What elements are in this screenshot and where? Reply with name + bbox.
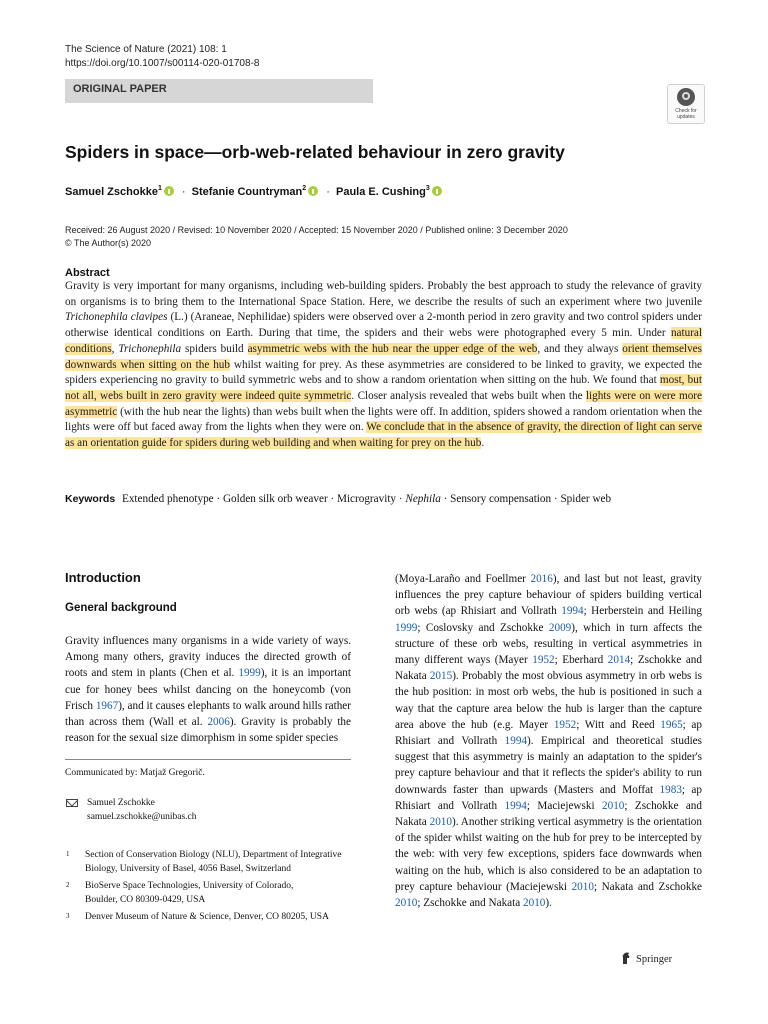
- citation-link[interactable]: 2016: [530, 573, 553, 585]
- citation-link[interactable]: 1965: [660, 718, 683, 731]
- citation-link[interactable]: 1994: [504, 799, 527, 812]
- footnote-divider: [65, 759, 351, 760]
- citation-link[interactable]: 2006: [207, 716, 230, 729]
- publication-dates: [65, 224, 568, 250]
- author-separator: ·: [181, 186, 186, 198]
- author-affiliation-mark: 3: [425, 185, 430, 192]
- citation-link[interactable]: 2014: [607, 654, 631, 667]
- general-background-heading: General background: [65, 602, 177, 614]
- author-name[interactable]: Stefanie Countryman: [191, 186, 303, 198]
- highlight: most, but not all, webs built in zero gravity were indeed quite symmetric: [65, 374, 702, 402]
- author-name[interactable]: Samuel Zschokke: [65, 186, 158, 198]
- abstract-body: Gravity is very important for many organisms, including web-building spiders. Probably the best approach to study the relevance of gravity on organisms is to bring them to the International Space Station. Here, we describe the results of such an experiment where two juvenile Trichonephila clavipes (L.) (Araneae, Nephilidae) spiders were observed over a 2-month period in zero gravity and two control spiders under otherwise identical conditions on Earth. During that time, the spiders and their webs were photographed every 5 min. Under natural conditions, Trichonephila spiders build asymmetric webs with the hub near the upper edge of the web, and they always orient themselves downwards when sitting on the hub whilst waiting for prey. As these asymmetries are considered to be linked to gravity, we expected the spiders experiencing no gravity to build symmetric webs and to show a random orientation when sitting on the hub. We found that most, but not all, webs built in zero gravity were indeed quite symmetric. Closer analysis revealed that webs built when the lights were on were more asymmetric (with the hub near the lights) than webs built when the lights were off. In addition, spiders showed a random orientation when the lights were off but faced away from the lights when they were on. We conclude that in the absence of gravity, the direction of light can serve as an orientation guide for spiders during web building and when waiting for prey on the hub.: [65, 280, 703, 450]
- affiliation: Denver Museum of Nature & Science, Denver, CO 80205, USA: [85, 912, 329, 922]
- highlight: orient themselves downwards when sitting on the hub: [65, 342, 703, 371]
- citation-link[interactable]: 1952: [532, 654, 555, 667]
- highlight: We conclude that in the absence of gravity, the direction of light can serve as an orientation guide for spiders during web building and when waiting for prey on the hub: [65, 421, 703, 450]
- keyword: Microgravity: [337, 493, 397, 505]
- section-label-bar: [65, 79, 373, 103]
- citation-link[interactable]: 1994: [504, 735, 528, 748]
- history-dates: Received: 26 August 2020 / Revised: 10 November 2020 / Accepted: 15 November 2020 / Published online: 3 December 2020: [65, 225, 568, 235]
- corresponding-name: Samuel Zschokke: [87, 798, 155, 808]
- keyword: Golden silk orb weaver: [222, 493, 328, 505]
- author-affiliation-mark: 1: [157, 185, 162, 192]
- keywords-label: Keywords: [65, 493, 116, 505]
- publisher-logo: [620, 951, 672, 965]
- orcid-icon[interactable]: [164, 186, 174, 196]
- communicated-by: Communicated by: Matjaž Gregorič.: [65, 768, 205, 778]
- author-affiliation-mark: 2: [302, 185, 307, 192]
- check-for-updates-badge[interactable]: Check for updates: [667, 84, 705, 124]
- citation-link[interactable]: 1999: [238, 667, 261, 680]
- introduction-right-column: (Moya-Laraño and Foellmer 2016), and last but not least, gravity influences the prey capture behaviour of spiders building vertical orb webs (ap Rhisiart and Vollrath 1994; Herberstein and Heiling 1999; Coslovsky and Zschokke 2009), which in turn affects the structure of these orb webs, resulting in vertical asymmetries in many different ways (Mayer 1952; Eberhard 2014; Zschokke and Nakata 2015). Probably the most obvious asymmetry in orb webs is the hub position: in most orb webs, the hub is positioned in such a way that the capture area below the hub is larger than the capture area above the hub (e.g. Mayer 1952; Witt and Reed 1965; ap Rhisiart and Vollrath 1994). Empirical and theoretical studies suggest that this asymmetry is mainly an adaptation to the spider's prey capture behaviour and that it reflects the spider's ability to run downwards faster than upwards (Masters and Moffat 1983; ap Rhisiart and Vollrath 1994; Maciejewski 2010; Zschokke and Nakata 2010). Another striking vertical asymmetry is the orientation of the spider whilst waiting on the hub for prey to be intercepted by the web: with very few exceptions, spiders face downwards when waiting on the hub, which is also considered to be an adaptation to prey capture behaviour (Maciejewski 2010; Nakata and Zschokke 2010; Zschokke and Nakata 2010).: [395, 573, 703, 910]
- publisher-name: Springer: [636, 954, 673, 965]
- citation-link[interactable]: 2009: [548, 621, 572, 634]
- author-list: [65, 185, 444, 198]
- envelope-icon: [66, 799, 78, 807]
- keyword: Extended phenotype: [121, 493, 214, 505]
- corresponding-author: [87, 797, 197, 824]
- journal-header: [65, 43, 259, 71]
- highlight: asymmetric webs with the hub near the upper edge of the web: [247, 342, 538, 355]
- springer-horse-icon: [620, 951, 632, 965]
- citation-link[interactable]: 1994: [561, 605, 584, 618]
- citation-link[interactable]: 1952: [553, 718, 577, 731]
- corresponding-email[interactable]: samuel.zschokke@unibas.ch: [87, 811, 197, 822]
- abstract-heading: Abstract: [65, 267, 110, 279]
- citation-link[interactable]: 2010: [429, 816, 452, 829]
- introduction-heading: Introduction: [65, 570, 141, 585]
- journal-citation: The Science of Nature (2021) 108: 1: [65, 44, 227, 55]
- affiliation: Section of Conservation Biology (NLU), Department of Integrative Biology, University of Basel, 4056 Basel, Switzerland: [85, 850, 342, 874]
- citation-link[interactable]: 2010: [523, 897, 546, 910]
- section-label: ORIGINAL PAPER: [73, 83, 167, 95]
- affiliation-number: 2: [66, 881, 70, 889]
- author-separator: ·: [326, 186, 330, 198]
- citation-link[interactable]: 2015: [429, 670, 453, 683]
- author-name[interactable]: Paula E. Cushing: [335, 186, 426, 198]
- affiliation: BioServe Space Technologies, University of Colorado, Boulder, CO 80309-0429, USA: [85, 881, 294, 905]
- crossmark-icon: [677, 88, 695, 106]
- orcid-icon[interactable]: [308, 186, 318, 196]
- keywords-line: Keywords Extended phenotype · Golden silk orb weaver · Microgravity · Nephila · Sensory compensation · Spider web: [65, 493, 612, 505]
- citation-link[interactable]: 1999: [395, 621, 418, 634]
- citation-link[interactable]: 2010: [395, 897, 418, 910]
- doi-link[interactable]: https://doi.org/10.1007/s00114-020-01708-8: [65, 58, 260, 69]
- keyword: Sensory compensation: [450, 493, 552, 505]
- citation-link[interactable]: 1967: [95, 699, 119, 712]
- citation-link[interactable]: 2010: [602, 799, 625, 812]
- orcid-icon[interactable]: [432, 186, 442, 196]
- citation-link[interactable]: 1983: [659, 783, 682, 796]
- introduction-left-column: Gravity influences many organisms in a wide variety of ways. Among many others, gravity induces the directed growth of roots and stem in plants (Chen et al. 1999), it is an important cue for honey bees whilst dancing on the honeycomb (von Frisch 1967), and it causes elephants to walk around hills rather than across them (Wall et al. 2006). Gravity is probably the reason for the sexual size dimorphism in some spider species: [65, 635, 351, 745]
- article-title: Spiders in space—orb-web-related behaviour in zero gravity: [65, 142, 565, 162]
- highlight: natural conditions: [65, 327, 702, 355]
- affiliation-number: 3: [66, 912, 70, 920]
- copyright-line: © The Author(s) 2020: [65, 238, 152, 248]
- citation-link[interactable]: 2010: [571, 880, 594, 893]
- keyword: Spider web: [560, 493, 612, 505]
- affiliation-number: 1: [66, 850, 70, 858]
- highlight: lights were on were more asymmetric: [65, 389, 702, 418]
- keyword: Nephila: [405, 493, 441, 505]
